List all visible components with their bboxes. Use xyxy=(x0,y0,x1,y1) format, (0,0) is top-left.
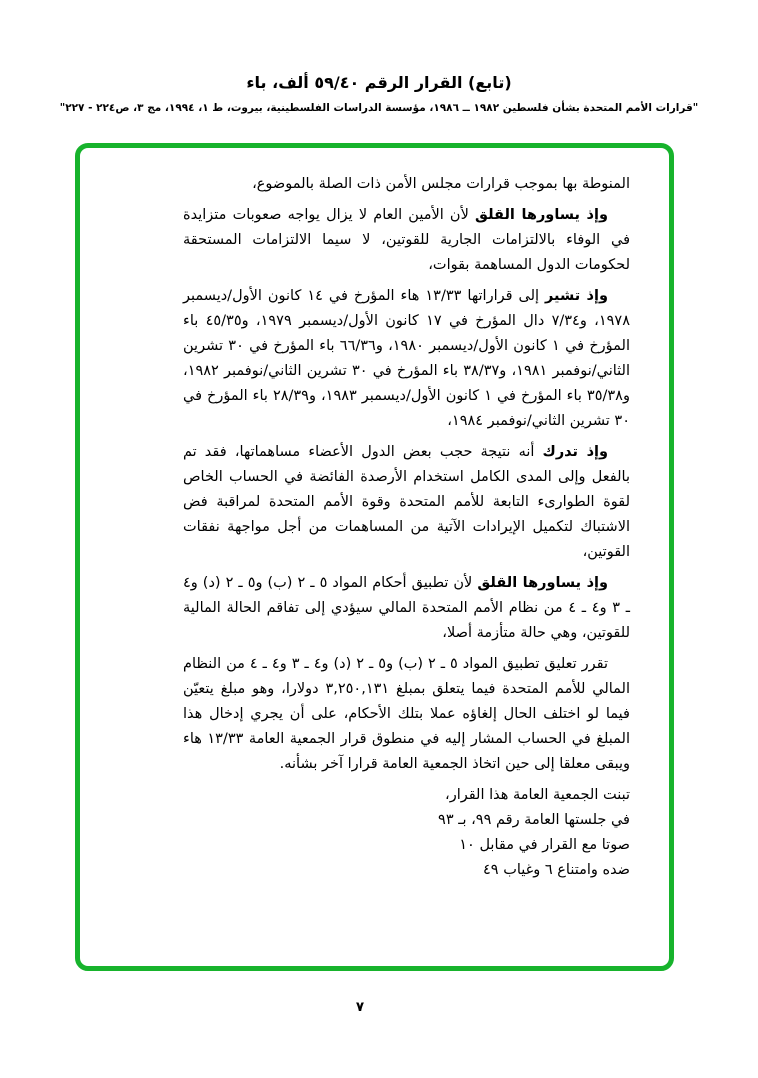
adoption-line: ضده وامتناع ٦ وغياب ٤٩ xyxy=(483,862,630,878)
paragraph-continuation xyxy=(183,172,630,197)
page-header xyxy=(0,72,758,114)
paragraph-lead: وإذ تدرك xyxy=(542,444,608,460)
paragraph-aware xyxy=(183,440,630,565)
paragraph-text: إلى قراراتها ١٣/٣٣ هاء المؤرخ في ١٤ كانون الأول/ديسمبر ١٩٧٨، و٧/٣٤ دال المؤرخ في ١٧ كانون الأول/ديسمبر ١٩٧٩، و٤٥/٣٥ باء المؤرخ في ١ كانون الأول/ديسمبر ١٩٨٠، و٦٦/٣٦ باء المؤرخ في ٣٠ تشرين الثاني/نوفمبر ١٩٨١، و٣٨/٣٧ باء المؤرخ في ٣٠ تشرين الثاني/نوفمبر ١٩٨٢، و٣٥/٣٨ باء المؤرخ في ١ كانون الأول/ديسمبر ١٩٨٣، و٢٨/٣٩ باء المؤرخ في ٣٠ تشرين الثاني/نوفمبر ١٩٨٤، xyxy=(183,288,630,429)
adoption-line: في جلستها العامة رقم ٩٩، بـ ٩٣ xyxy=(438,812,630,828)
paragraph-recalling xyxy=(183,284,630,434)
paragraph-lead: وإذ يساورها القلق xyxy=(475,207,608,223)
page-number: ٧ xyxy=(355,999,365,1015)
paragraph-text: المنوطة بها بموجب قرارات مجلس الأمن ذات الصلة بالموضوع، xyxy=(252,176,630,192)
resolution-title: (تابع) القرار الرقم ٥٩/٤٠ ألف، باء xyxy=(246,73,512,92)
paragraph-concern-1 xyxy=(183,203,630,278)
paragraph-concern-2 xyxy=(183,571,630,646)
paragraph-lead: وإذ تشير xyxy=(545,288,608,304)
adoption-line: تبنت الجمعية العامة هذا القرار، xyxy=(445,787,630,803)
adoption-line: صوتا مع القرار في مقابل ١٠ xyxy=(459,837,630,853)
paragraph-lead: وإذ يساورها القلق xyxy=(477,575,608,591)
paragraph-text: لأن الأمين العام لا يزال يواجه صعوبات متزايدة في الوفاء بالالتزامات الجارية للقوتين، لا سيما الالتزامات المستحقة لحكومات الدول المساهمة بقوات، xyxy=(183,207,630,273)
paragraph-decides xyxy=(183,652,630,777)
paragraph-text: تقرر تعليق تطبيق المواد ٥ ـ ٢ (ب) و٥ ـ ٢ (د) و٤ ـ ٣ و٤ ـ ٤ من النظام المالي للأمم المتحدة فيما يتعلق بمبلغ ٣,٢٥٠,١٣١ دولارا، وهو مبلغ يتعيّن فيما لو اختلف الحال إلغاؤه عملا بتلك الأحكام، على أن يجري إدخال هذا المبلغ في الحساب المشار إليه في منطوق قرار الجمعية العامة ١٣/٣٣ هاء ويبقى معلقا إلى حين اتخاذ الجمعية العامة قرارا آخر بشأنه. xyxy=(183,656,631,772)
adoption-note xyxy=(183,783,630,883)
paragraph-text: أنه نتيجة حجب بعض الدول الأعضاء مساهماتها، فقد تم بالفعل وإلى المدى الكامل استخدام الأرصدة الفائضة في الحساب الخاص لقوة الطوارىء التابعة للأمم المتحدة وقوة الأمم المتحدة لمراقبة فض الاشتباك لتكميل الإيرادات الآتية من المساهمات من أجل مواجهة نفقات القوتين، xyxy=(183,444,630,560)
paragraph-text: لأن تطبيق أحكام المواد ٥ ـ ٢ (ب) و٥ ـ ٢ (د) و٤ ـ ٣ و٤ ـ ٤ من نظام الأمم المتحدة المالي سيؤدي إلى تفاقم الحالة المالية للقوتين، وهي حالة متأزمة أصلا، xyxy=(183,575,631,641)
source-citation: "قرارات الأمم المتحدة بشأن فلسطين ١٩٨٢ ــ ١٩٨٦، مؤسسة الدراسات الفلسطينية، بيروت، ط ١، ١٩٩٤، مج ٣، ص٢٢٤ - ٢٢٧" xyxy=(59,102,699,114)
resolution-body xyxy=(183,172,630,883)
